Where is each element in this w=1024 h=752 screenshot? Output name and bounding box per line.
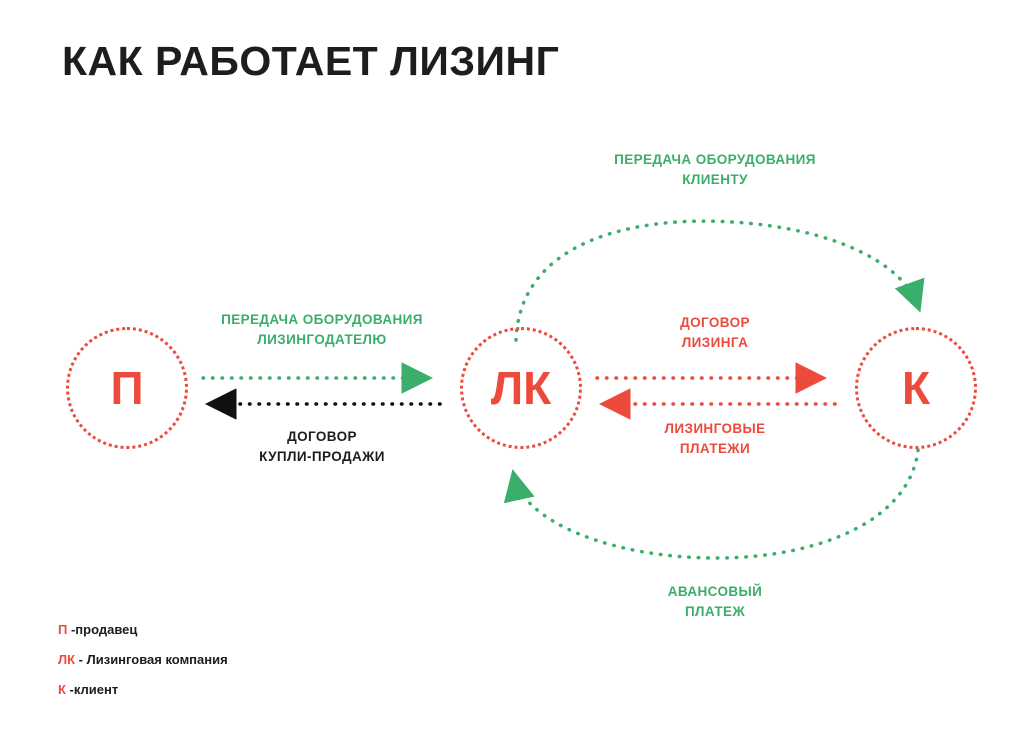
label-transfer-to-client-line2: КЛИЕНТУ — [682, 172, 748, 188]
node-seller — [66, 327, 188, 449]
page-title: КАК РАБОТАЕТ ЛИЗИНГ — [62, 38, 560, 84]
label-lease-contract — [590, 313, 840, 354]
label-lease-payments-line1: ЛИЗИНГОВЫЕ — [664, 421, 766, 436]
legend-desc-seller: -продавец — [67, 622, 138, 637]
label-lease-contract-line1: ДОГОВОР — [680, 315, 750, 330]
label-transfer-to-lessor-line2: ЛИЗИНГОДАТЕЛЮ — [257, 332, 387, 348]
legend-item-leasing-company — [58, 652, 228, 667]
legend-item-client — [58, 682, 118, 697]
label-purchase-contract-line2: КУПЛИ-ПРОДАЖИ — [259, 449, 385, 465]
label-lease-payments — [590, 419, 840, 460]
label-advance-payment-line1: АВАНСОВЫЙ — [667, 584, 763, 599]
legend-key-seller: П — [58, 622, 68, 637]
node-leasing-company — [460, 327, 582, 449]
legend-key-client: К — [58, 682, 66, 697]
legend-desc-leasing-company: - Лизинговая компания — [75, 652, 228, 667]
node-client — [855, 327, 977, 449]
legend-desc-client: -клиент — [65, 682, 119, 697]
node-client-label: К — [901, 362, 931, 414]
arrow-advance-payment — [514, 450, 918, 558]
label-purchase-contract-line1: ДОГОВОР — [287, 429, 357, 444]
label-advance-payment-line2: ПЛАТЕЖ — [684, 604, 746, 620]
label-transfer-to-lessor-line1: ПЕРЕДАЧА ОБОРУДОВАНИЯ — [221, 312, 423, 327]
node-seller-label: П — [110, 362, 144, 414]
label-advance-payment — [540, 582, 890, 623]
node-leasing-company-label: ЛК — [490, 362, 552, 414]
label-transfer-to-client — [540, 150, 890, 191]
label-lease-contract-line2: ЛИЗИНГА — [681, 335, 749, 351]
legend-item-seller — [58, 622, 137, 637]
label-purchase-contract — [178, 427, 466, 468]
label-transfer-to-lessor — [178, 310, 466, 351]
label-lease-payments-line2: ПЛАТЕЖИ — [679, 441, 751, 457]
label-transfer-to-client-line1: ПЕРЕДАЧА ОБОРУДОВАНИЯ — [614, 152, 816, 167]
legend-key-leasing-company: ЛК — [58, 652, 76, 667]
